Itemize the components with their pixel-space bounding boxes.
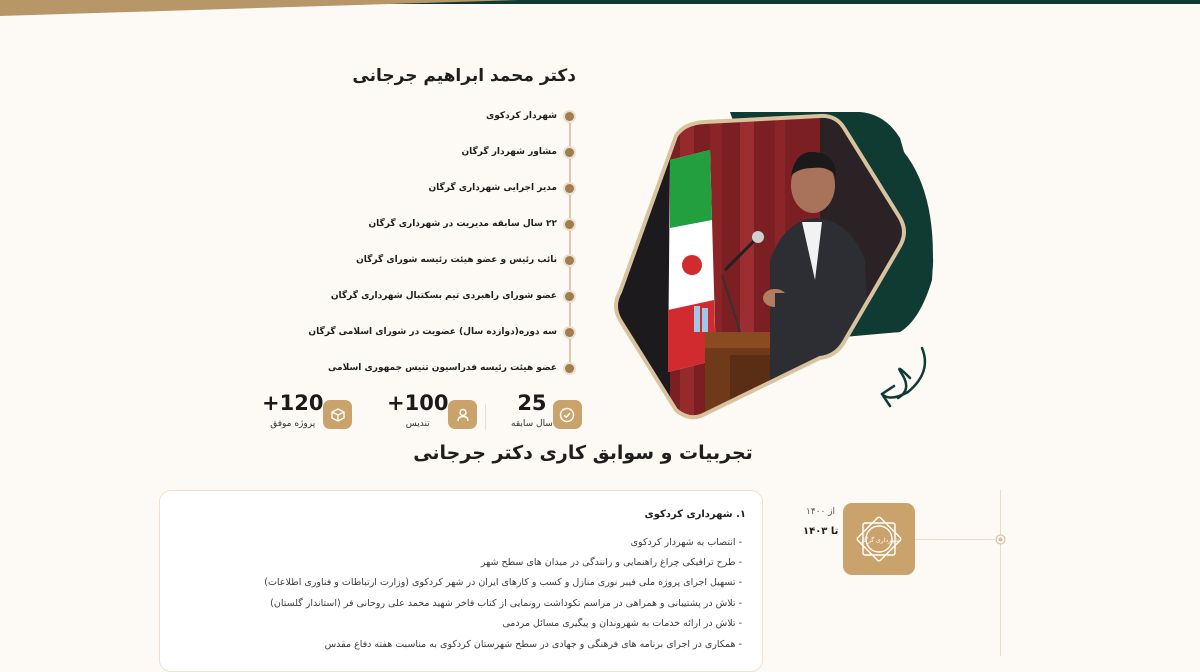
timeline-item — [369, 214, 577, 234]
profile-photo — [610, 110, 940, 430]
user-icon — [448, 400, 477, 429]
timeline-label: عضو شورای راهبردی تیم بسکتبال شهرداری گرگان — [330, 291, 557, 301]
timeline-label: عضو هیئت رئیسه فدراسیون تنیس جمهوری اسلامی — [327, 363, 557, 373]
timeline-dot — [563, 326, 576, 339]
timeline-label: مشاور شهردار گرگان — [461, 147, 557, 157]
timeline-item — [356, 250, 576, 270]
timeline-dot — [563, 146, 576, 159]
stat-value: +100 — [387, 391, 449, 415]
timeline-label: مدیر اجرایی شهرداری گرگان — [428, 183, 557, 193]
timeline-item — [331, 286, 576, 306]
timeline-item — [428, 178, 576, 198]
profile-name: دکتر محمد ابراهیم جرجانی — [352, 66, 576, 86]
experience-bullet: - تسهیل اجرای پروژه ملی فیبر نوری منازل و کسب و کارهای ایران در شهر کردکوی (وزارت ارتباطات و فناوری اطلاعات) — [264, 577, 742, 588]
experience-bullet: - همکاری در اجرای برنامه های فرهنگی و جهادی در سطح شهرستان کردکوی به مناسبت هفته دفاع مقدس — [324, 639, 742, 650]
stat-statues — [377, 393, 477, 429]
timeline-dot — [563, 362, 576, 375]
stat-value: 25 — [517, 391, 547, 415]
section-title: تجربیات و سوابق کاری دکتر جرجانی — [413, 442, 753, 464]
experience-card — [159, 490, 763, 672]
box-icon — [323, 400, 352, 429]
decor-arrow-icon — [882, 348, 925, 406]
timeline-dot — [563, 218, 576, 231]
stat-label: تندیس — [405, 419, 430, 429]
year-from: از ۱۴۰۰ — [806, 507, 836, 517]
timeline-item — [461, 142, 576, 162]
municipality-logo — [843, 503, 915, 575]
experience-title — [645, 509, 746, 520]
timeline-connector — [915, 539, 995, 540]
timeline-item — [328, 358, 576, 378]
timeline-label: ۲۲ سال سابقه مدیریت در شهرداری گرگان — [368, 219, 557, 229]
experience-bullet: - طرح ترافیکی چراغ راهنمایی و رانندگی در میدان های سطح شهر — [480, 557, 742, 568]
divider — [485, 404, 486, 430]
experience-title-text: شهرداری کردکوی — [644, 509, 733, 520]
timeline-label: سه دوره(دوازده سال) عضویت در شورای اسلامی گرگان — [308, 327, 557, 337]
year-to: تا ۱۴۰۳ — [803, 526, 839, 537]
timeline-label: نائب رئیس و عضو هیئت رئیسه شورای گرگان — [356, 255, 557, 265]
timeline-dot — [563, 290, 576, 303]
timeline-node-icon — [995, 534, 1006, 545]
logo-text: شهرداری گرگان — [858, 537, 900, 544]
badge-check-icon — [553, 400, 582, 429]
experience-bullet: - تلاش در پشتیبانی و همراهی در مراسم تکوداشت رونمایی از کتاب فاخر شهید محمد علی روحانی فر (استاندار گلستان) — [270, 598, 742, 609]
timeline-dot — [563, 182, 576, 195]
timeline-label: شهردار کردکوی — [486, 111, 557, 121]
experience-number: ۱. — [736, 509, 746, 520]
timeline-dot — [563, 254, 576, 267]
top-gold-stroke — [0, 0, 520, 16]
timeline-dot — [563, 110, 576, 123]
timeline-line-secondary — [1000, 490, 1001, 656]
timeline-item — [308, 322, 576, 342]
stat-experience — [501, 393, 582, 429]
experience-bullet: - تلاش در ارائه خدمات به شهروندان و پیگیری مسائل مردمی — [502, 618, 742, 629]
stat-label: سال سابقه — [511, 419, 553, 429]
stat-value: +120 — [262, 391, 324, 415]
stat-projects — [252, 393, 352, 429]
experience-bullet: - انتصاب به شهردار کردکوی — [630, 537, 742, 548]
stat-label: پروژه موفق — [270, 419, 316, 429]
timeline-item — [486, 106, 576, 126]
